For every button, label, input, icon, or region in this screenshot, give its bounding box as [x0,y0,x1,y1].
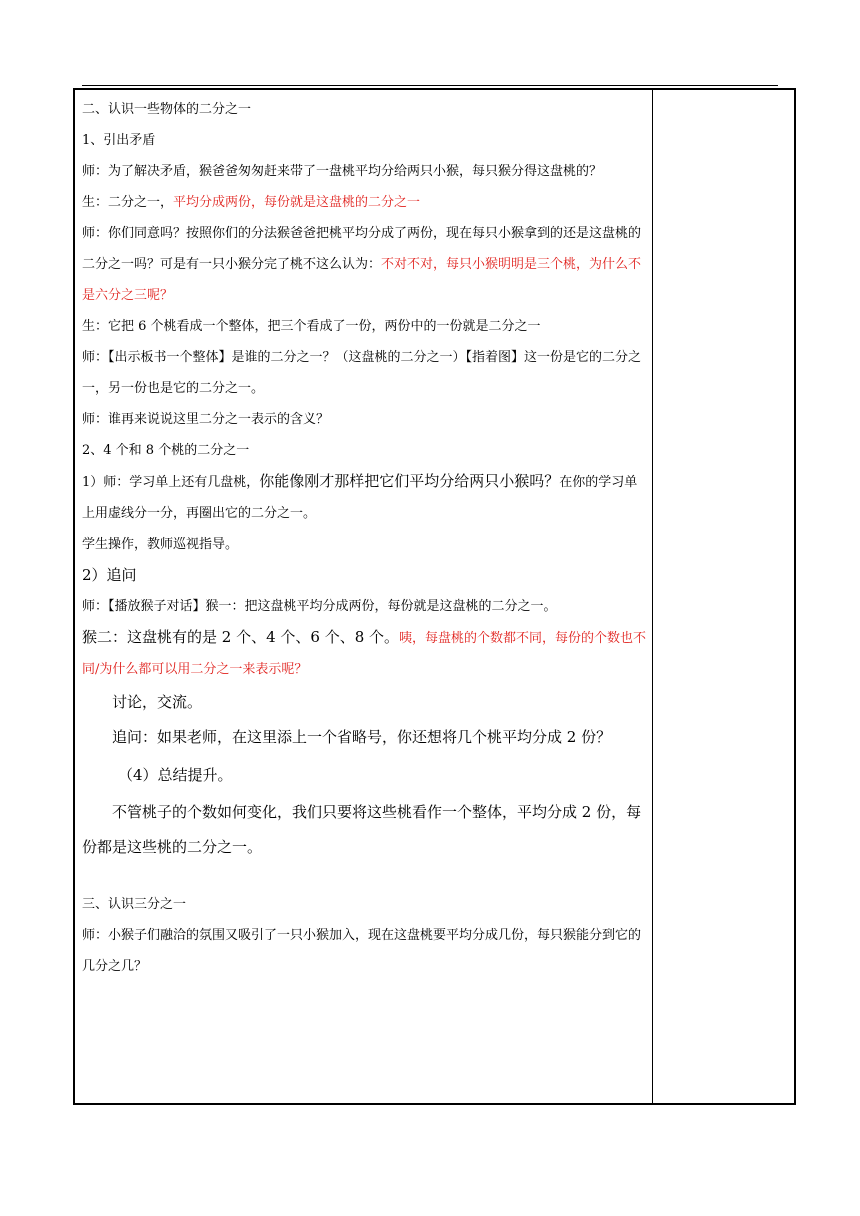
spacer [82,865,648,889]
highlight-text: 平均分成两份，每份就是这盘桃的二分之一 [173,195,421,210]
section-heading-2: 二、认识一些物体的二分之一 [82,102,252,117]
text: 你能像刚才那样把它们平均分给两只小猴吗？ [259,472,560,490]
paragraph: 师：小猴子们融洽的氛围又吸引了一只小猴加入，现在这盘桃要平均分成几份，每只猴能分到它的几分之几？ [82,928,642,974]
paragraph [82,187,648,218]
paragraph: 学生操作，教师巡视指导。 [82,537,239,552]
paragraph: 讨论，交流。 [112,693,203,711]
header-rule [82,85,778,86]
subheading-2: 2、4 个和 8 个桃的二分之一 [82,443,250,458]
paragraph: 师：【出示板书一个整体】是谁的二分之一？（这盘桃的二分之一）【指着图】这一份是它的二分之一，另一份也是它的二分之一。 [82,350,642,396]
lesson-content [82,94,648,982]
text: 猴二：这盘桃有的是 2 个、4 个、6 个、8 个。 [82,628,400,646]
paragraph: （4）总结提升。 [118,766,233,784]
highlight-text: 咦，每盘桃的个数都不同，每份的个数也不同/为什么都可以用二分之一来表示呢？ [82,631,647,677]
subheading: 2）追问 [82,566,137,584]
section-heading-3: 三、认识三分之一 [82,897,187,912]
highlight-text: 不对不对，每只小猴明明是三个桃，为什么不是六分之三呢？ [82,257,642,303]
paragraph: 生：它把 6 个桃看成一个整体，把三个看成了一份，两份中的一份就是二分之一 [82,319,541,334]
text: 1）师：学习单上还有几盘桃， [82,475,260,490]
paragraph: 追问：如果老师，在这里添上一个省略号，你还想将几个桃平均分成 2 份？ [112,728,612,746]
column-divider [652,90,653,1103]
paragraph: 师：【播放猴子对话】猴一：把这盘桃平均分成两份，每份就是这盘桃的二分之一。 [82,599,557,614]
paragraph [82,466,648,529]
text: 生：二分之一， [82,195,174,210]
text: 师：你们同意吗？按照你们的分法猴爸爸把桃平均分成了两份，现在每只小猴拿到的还是这盘桃的二分之一吗？可是有一只小猴分完了桃不这么认为： [82,226,642,272]
paragraph: 师：为了解决矛盾，猴爸爸匆匆赶来带了一盘桃平均分给两只小猴，每只猴分得这盘桃的？ [82,164,603,179]
text: 在你的学习单上用虚线分一分，再圈出它的二分之一。 [82,475,638,521]
subheading-1: 1、引出矛盾 [82,133,156,148]
paragraph: 师：谁再来说说这里二分之一表示的含义？ [82,412,330,427]
paragraph: 不管桃子的个数如何变化，我们只要将这些桃看作一个整体，平均分成 2 份，每份都是这些桃的二分之一。 [82,803,642,856]
paragraph [82,622,648,685]
paragraph [82,218,648,311]
